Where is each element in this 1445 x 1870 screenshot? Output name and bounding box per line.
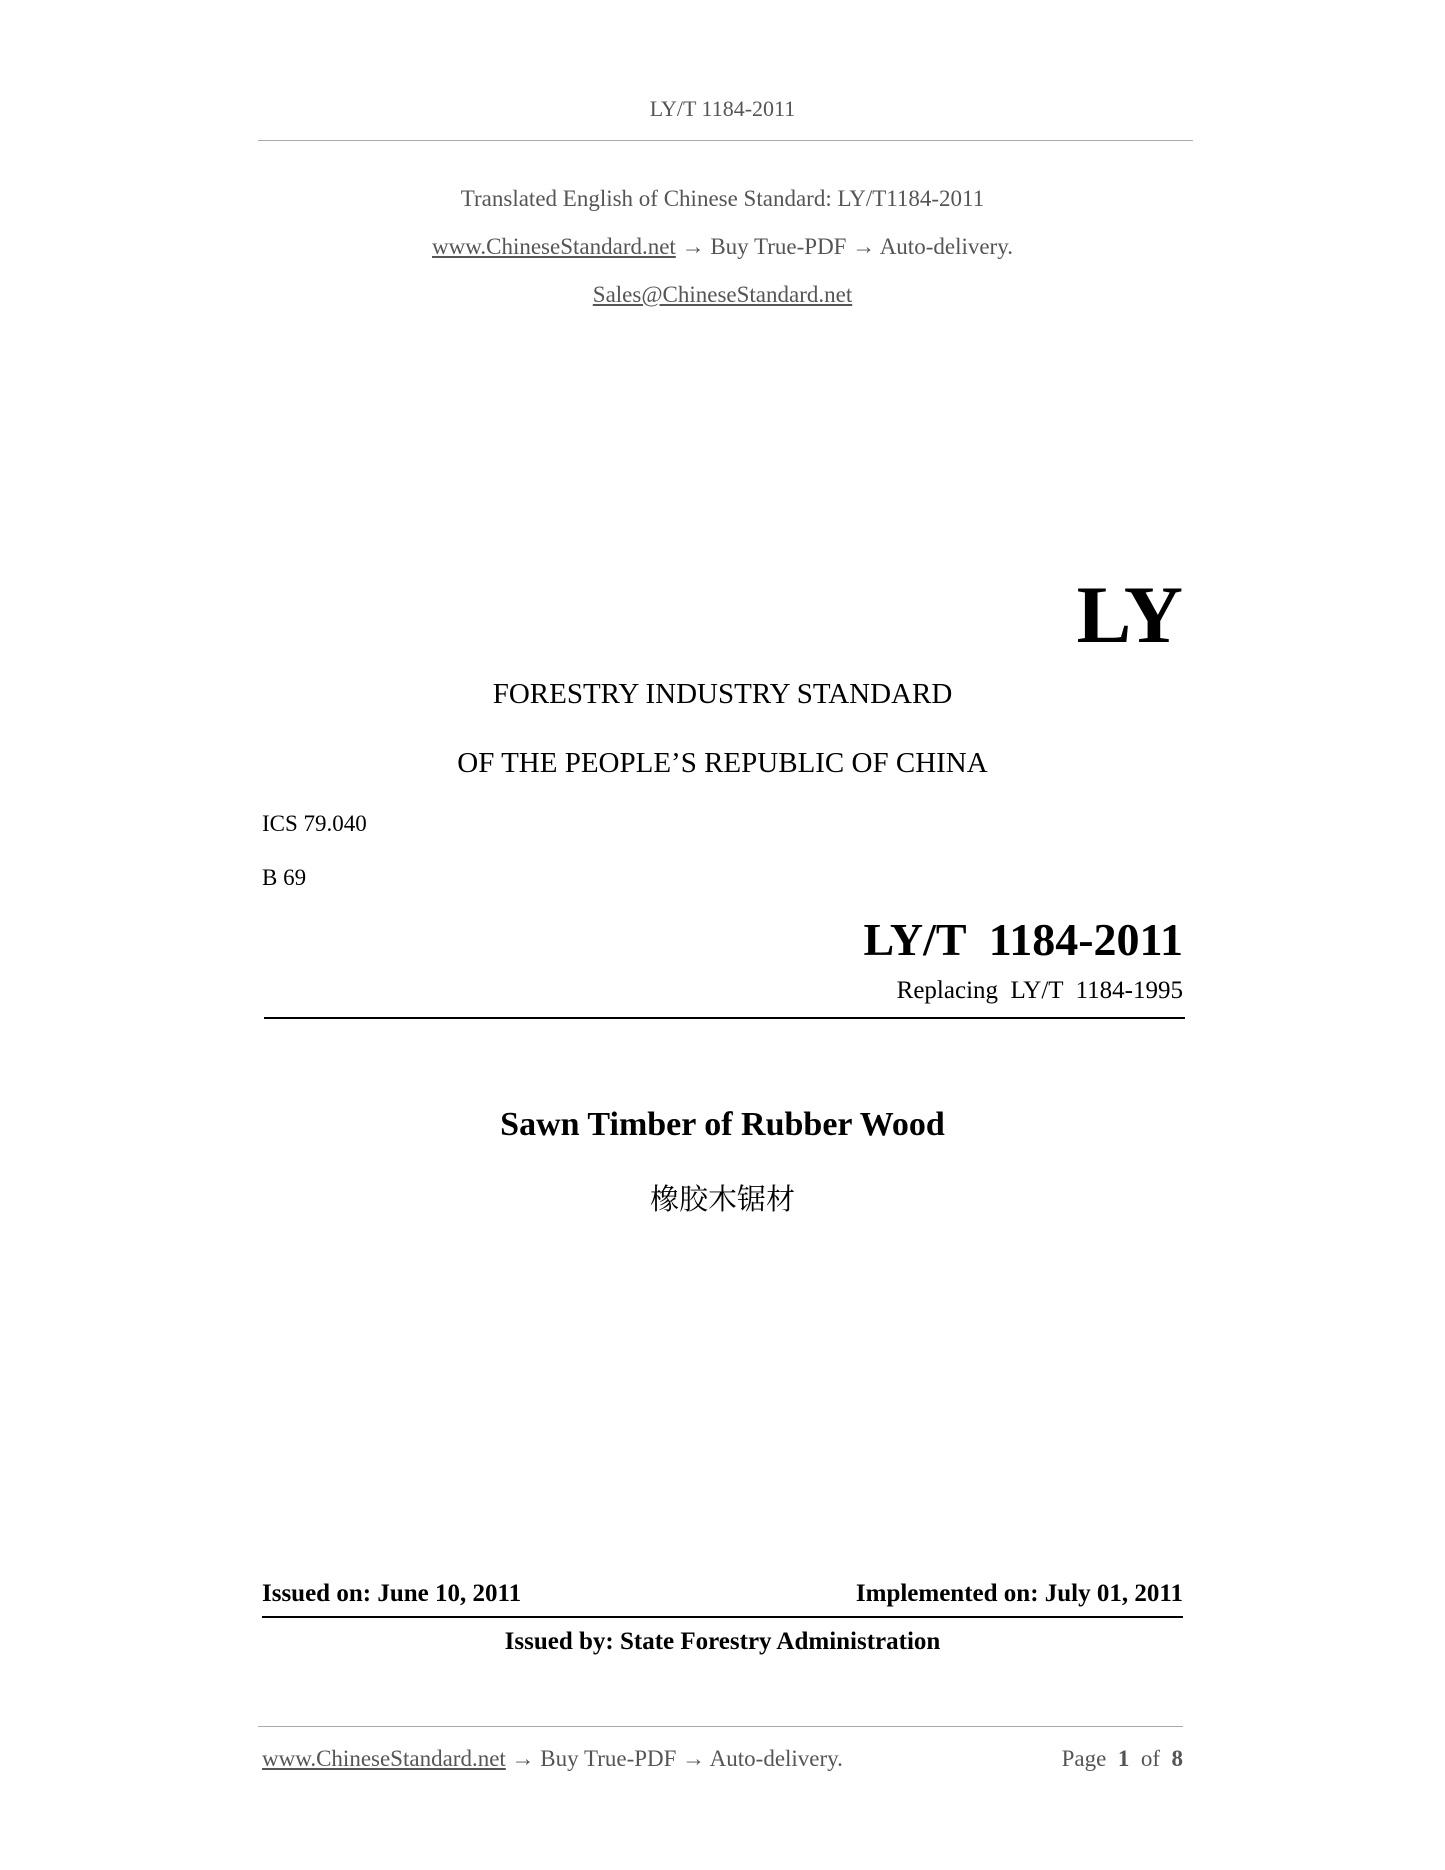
- header-divider: [258, 140, 1193, 141]
- standard-divider: [264, 1017, 1185, 1019]
- page-total: 8: [1171, 1746, 1183, 1771]
- translation-note: Translated English of Chinese Standard: LY/T1184-2011: [460, 186, 985, 211]
- implemented-on: Implemented on: July 01, 2011: [855, 1580, 1183, 1607]
- page-of: of: [1140, 1746, 1160, 1771]
- issued-on: Issued on: June 10, 2011: [262, 1580, 522, 1607]
- document-title-zh: 橡胶木锯材: [649, 1182, 795, 1216]
- page-label: Page: [1061, 1746, 1107, 1771]
- delivery-text: → Buy True-PDF → Auto-delivery.: [681, 234, 1013, 259]
- page-current: 1: [1117, 1746, 1130, 1771]
- replacing-note: Replacing LY/T 1184-1995: [896, 977, 1183, 1004]
- ly-mark: LY: [1076, 569, 1183, 660]
- running-header: LY/T 1184-2011: [649, 96, 796, 121]
- ics-code: ICS 79.040: [262, 811, 367, 836]
- document-title-en: Sawn Timber of Rubber Wood: [500, 1106, 945, 1143]
- footer-delivery-text: → Buy True-PDF → Auto-delivery.: [511, 1746, 843, 1771]
- standard-number: LY/T 1184-2011: [863, 914, 1183, 965]
- issue-divider: [262, 1616, 1183, 1618]
- page-indicator: [1062, 1746, 1183, 1772]
- site-link[interactable]: www.ChineseStandard.net: [432, 234, 676, 259]
- footer-site-link[interactable]: www.ChineseStandard.net: [262, 1746, 506, 1771]
- sales-line: [0, 282, 1445, 308]
- footer-delivery-line: [262, 1746, 843, 1772]
- agency-line-1: FORESTRY INDUSTRY STANDARD: [492, 678, 953, 710]
- issued-by: Issued by: State Forestry Administration: [504, 1628, 941, 1655]
- ccs-code: B 69: [262, 865, 307, 890]
- agency-line-2: OF THE PEOPLE’S REPUBLIC OF CHINA: [457, 747, 988, 779]
- sales-email-link[interactable]: Sales@ChineseStandard.net: [592, 282, 853, 307]
- delivery-line: [0, 234, 1445, 260]
- footer-divider: [258, 1726, 1183, 1727]
